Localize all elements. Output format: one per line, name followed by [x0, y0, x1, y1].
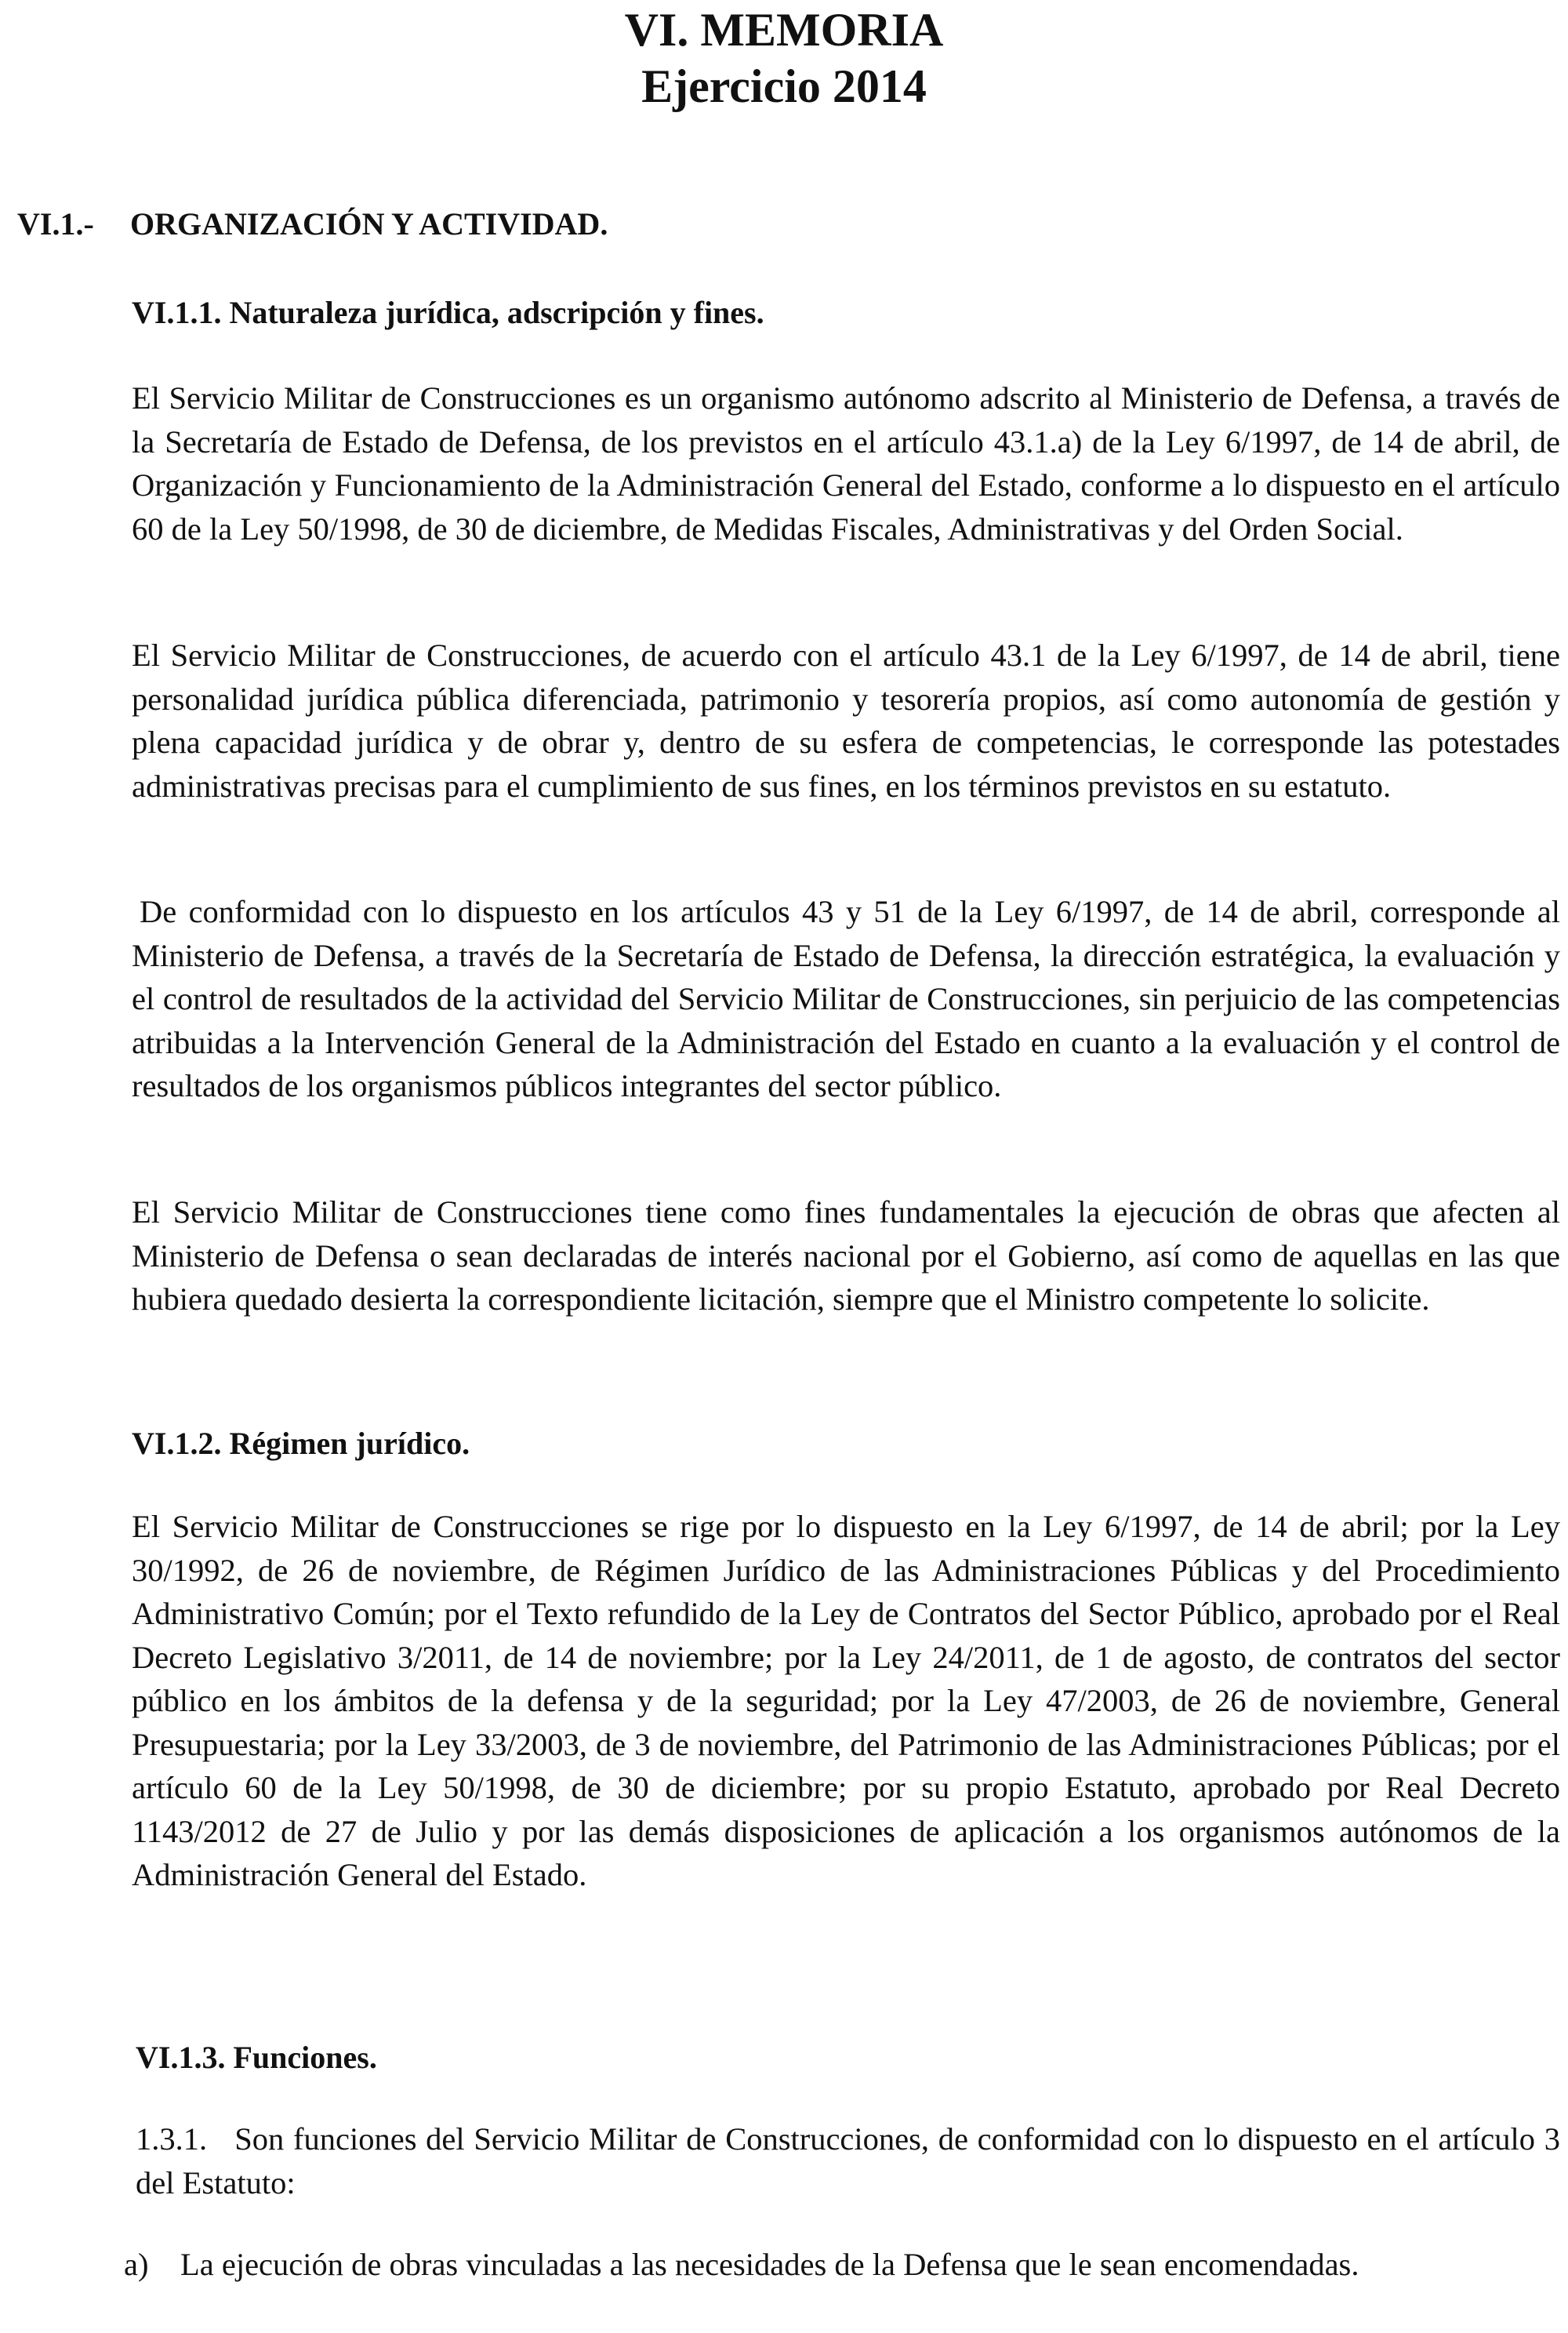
paragraph-adscripcion: El Servicio Militar de Construcciones es un organismo autónomo adscrito al Ministerio de Defensa, a través de la Secretaría de Estado de Defensa, de los previstos en el artículo 43.1.a) de la Ley 6/1997, de 14 de abril, de Organización y Funcionamiento de la Administración General del Estado, conforme a lo dispuesto en el artículo 60 de la Ley 50/1998, de 30 de diciembre, de Medidas Fiscales, Administrativas y del Orden Social.	[132, 380, 1560, 547]
paragraph-fines: El Servicio Militar de Construcciones tiene como fines fundamentales la ejecución de obras que afecten al Ministerio de Defensa o sean declaradas de interés nacional por el Gobierno, así como de aquellas en las que hubiera quedado desierta la correspondiente licitación, siempre que el Ministro competente lo solicite.	[132, 1194, 1560, 1317]
list-item-text: La ejecución de obras vinculadas a las necesidades de la Defensa que le sean encomendadas.	[180, 2247, 1359, 2282]
section-number: VI.1.-	[17, 206, 94, 242]
subsection-heading-naturaleza: VI.1.1. Naturaleza jurídica, adscripción y fines.	[132, 295, 764, 330]
list-item	[124, 2243, 1560, 2287]
subsection-heading-funciones: VI.1.3. Funciones.	[136, 2040, 377, 2075]
paragraph-funciones-intro: 1.3.1. Son funciones del Servicio Militar de Construcciones, de conformidad con lo dispuesto en el artículo 3 del Estatuto:	[136, 2121, 1568, 2200]
section-heading-organizacion	[17, 205, 608, 243]
paragraph-regimen-juridico: El Servicio Militar de Construcciones se rige por lo dispuesto en la Ley 6/1997, de 14 de abril; por la Ley 30/1992, de 26 de noviembre, de Régimen Jurídico de las Administraciones Públicas y del Procedimiento Administrativo Común; por el Texto refundido de la Ley de Contratos del Sector Público, aprobado por el Real Decreto Legislativo 3/2011, de 14 de noviembre; por la Ley 24/2011, de 1 de agosto, de contratos del sector público en los ámbitos de la defensa y de la seguridad; por la Ley 47/2003, de 26 de noviembre, General Presupuestaria; por la Ley 33/2003, de 3 de noviembre, del Patrimonio de las Administraciones Públicas; por el artículo 60 de la Ley 50/1998, de 30 de diciembre; por su propio Estatuto, aprobado por Real Decreto 1143/2012 de 27 de Julio y por las demás disposiciones de aplicación a los organismos autónomos de la Administración General del Estado.	[132, 1509, 1560, 1892]
document-title: VI. MEMORIA	[624, 4, 944, 56]
list-item-marker: a)	[124, 2247, 149, 2282]
subsection-heading-regimen: VI.1.2. Régimen jurídico.	[132, 1426, 470, 1461]
paragraph-personalidad-juridica: El Servicio Militar de Construcciones, de acuerdo con el artículo 43.1 de la Ley 6/1997, de 14 de abril, tiene personalidad jurídica pública diferenciada, patrimonio y tesorería propios, así como autonomía de gestión y plena capacidad jurídica y de obrar y, dentro de su esfera de competencias, le corresponde las potestades administrativas precisas para el cumplimiento de sus fines, en los términos previstos en su estatuto.	[132, 638, 1560, 804]
section-title: ORGANIZACIÓN Y ACTIVIDAD.	[130, 206, 608, 242]
paragraph-control-resultados: De conformidad con lo dispuesto en los artículos 43 y 51 de la Ley 6/1997, de 14 de abril, corresponde al Ministerio de Defensa, a través de la Secretaría de Estado de Defensa, la dirección estratégica, la evaluación y el control de resultados de la actividad del Servicio Militar de Construcciones, sin perjuicio de las competencias atribuidas a la Intervención General de la Administración del Estado en cuanto a la evaluación y el control de resultados de los organismos públicos integrantes del sector público.	[132, 894, 1560, 1103]
document-subtitle: Ejercicio 2014	[641, 60, 927, 112]
